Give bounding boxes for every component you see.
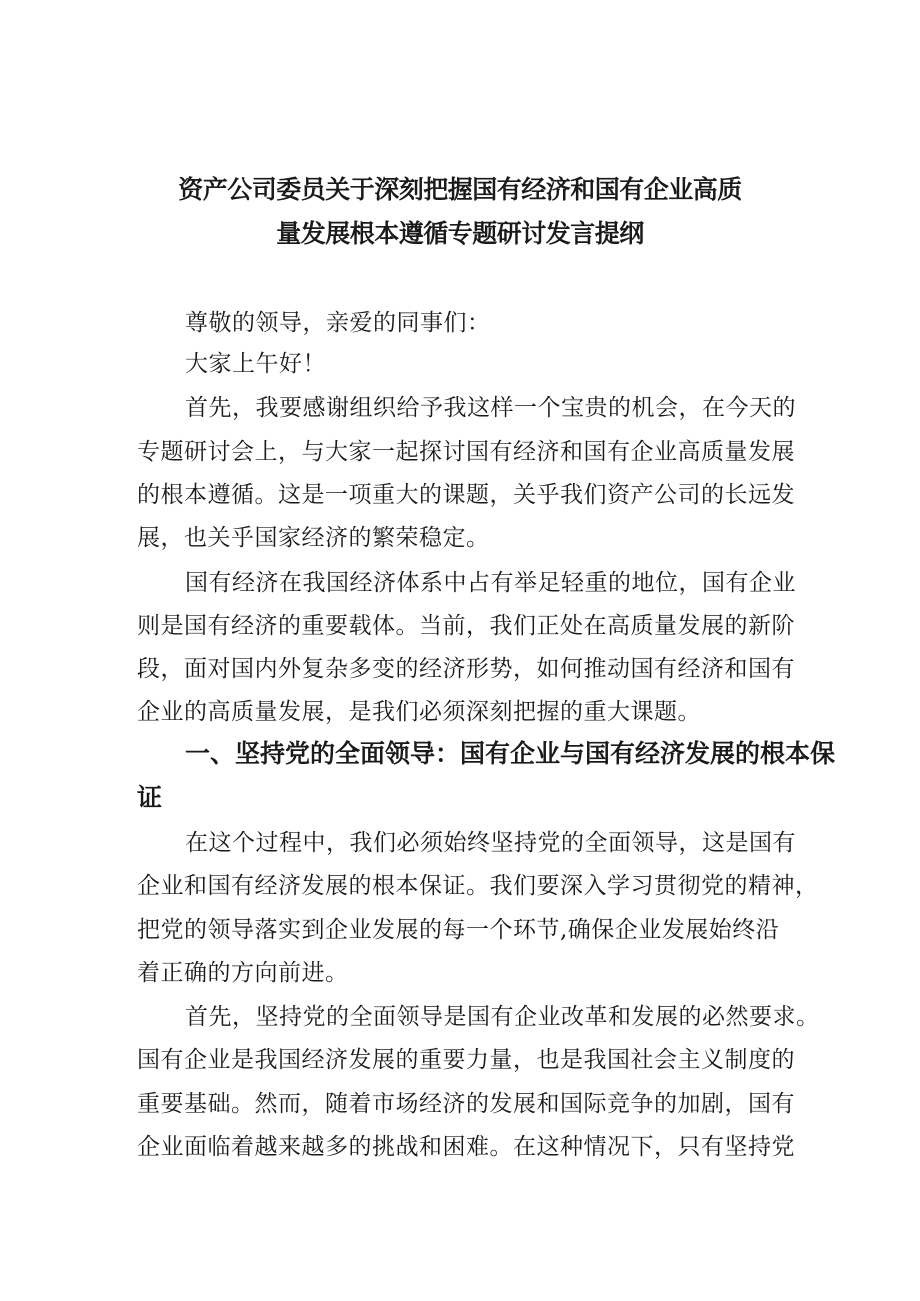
section-heading-line-2: 证 [137, 783, 163, 812]
document-title-line-1: 资产公司委员关于深刻把握国有经济和国有企业高质 [178, 175, 742, 204]
paragraph-line: 着正确的方向前进。 [137, 960, 349, 986]
paragraph-line: 在这个过程中，我们必须始终坚持党的全面领导，这是国有 [185, 830, 796, 856]
paragraph-line: 的根本遵循。这是一项重大的课题，关乎我们资产公司的长远发 [137, 482, 795, 508]
paragraph-line: 展，也关乎国家经济的繁荣稳定。 [137, 525, 490, 551]
document-title-line-2: 量发展根本遵循专题研讨发言提纲 [276, 219, 644, 248]
paragraph-line: 首先，我要感谢组织给予我这样一个宝贵的机会，在今天的 [185, 395, 796, 421]
paragraph-line: 国有经济在我国经济体系中占有举足轻重的地位，国有企业 [185, 570, 796, 596]
paragraph-line: 则是国有经济的重要载体。当前，我们正处在高质量发展的新阶 [137, 613, 795, 639]
salutation: 尊敬的领导，亲爱的同事们： [185, 310, 491, 336]
paragraph-line: 企业面临着越来越多的挑战和困难。在这种情况下，只有坚持党 [137, 1134, 795, 1160]
paragraph-line: 首先，坚持党的全面领导是国有企业改革和发展的必然要求。 [185, 1004, 820, 1030]
paragraph-line: 企业和国有经济发展的根本保证。我们要深入学习贯彻党的精神， [137, 873, 819, 899]
paragraph-line: 把党的领导落实到企业发展的每一个环节,确保企业发展始终沿 [137, 917, 780, 943]
paragraph-line: 重要基础。然而，随着市场经济的发展和国际竞争的加剧，国有 [137, 1091, 795, 1117]
greeting: 大家上午好！ [185, 351, 326, 377]
section-heading-line-1: 一、坚持党的全面领导：国有企业与国有经济发展的根本保 [185, 739, 836, 768]
paragraph-line: 国有企业是我国经济发展的重要力量，也是我国社会主义制度的 [137, 1047, 795, 1073]
paragraph-line: 专题研讨会上，与大家一起探讨国有经济和国有企业高质量发展 [137, 439, 795, 465]
paragraph-line: 段，面对国内外复杂多变的经济形势，如何推动国有经济和国有 [137, 656, 795, 682]
paragraph-line: 企业的高质量发展，是我们必须深刻把握的重大课题。 [137, 699, 701, 725]
